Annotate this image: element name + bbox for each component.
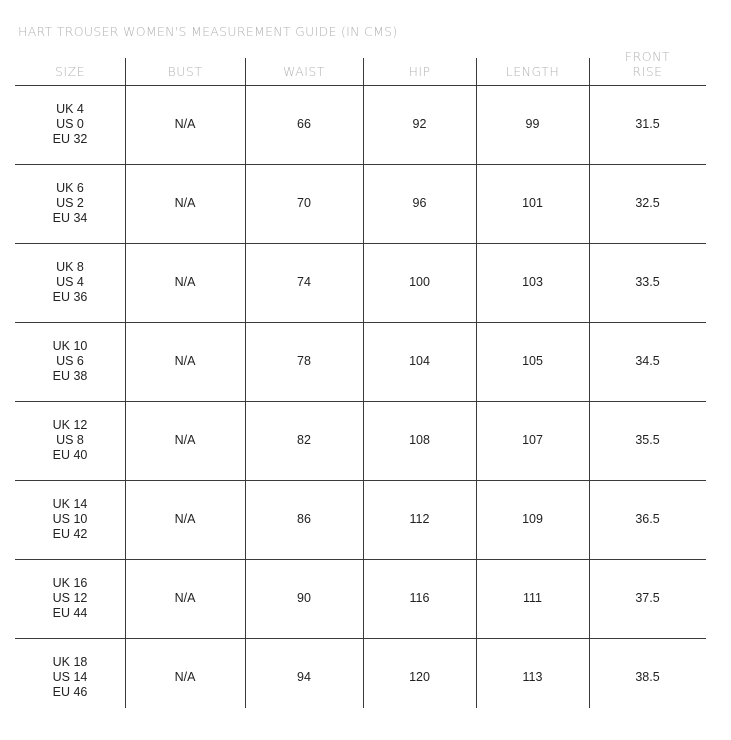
- size-stack: [53, 576, 88, 621]
- size-label: US 4: [56, 275, 84, 289]
- bust-cell: N/A: [174, 591, 196, 605]
- front-rise-cell: 31.5: [635, 117, 660, 131]
- size-label: US 2: [56, 196, 84, 210]
- size-cell: [15, 164, 125, 243]
- size-label: US 8: [56, 433, 84, 447]
- header-front-rise: FRONT RISE: [624, 49, 671, 79]
- size-stack: [53, 102, 88, 147]
- size-stack: [53, 260, 88, 305]
- size-label: US 6: [56, 354, 84, 368]
- hip-cell: 104: [409, 354, 430, 368]
- front-rise-cell: 38.5: [635, 670, 660, 684]
- size-label: EU 40: [52, 448, 88, 462]
- hip-cell: 112: [409, 512, 430, 526]
- size-label: EU 36: [52, 290, 88, 304]
- size-stack: [53, 339, 88, 384]
- size-cell: [15, 559, 125, 638]
- page-title: HART TROUSER WOMEN'S MEASUREMENT GUIDE (IN CMS): [18, 24, 398, 39]
- front-rise-cell: 36.5: [635, 512, 660, 526]
- size-label: US 12: [52, 591, 88, 605]
- header-waist: WAIST: [283, 64, 325, 79]
- waist-cell: 70: [297, 196, 311, 210]
- front-rise-cell: 34.5: [635, 354, 660, 368]
- size-label: UK 6: [56, 181, 84, 195]
- length-cell: 99: [525, 117, 540, 131]
- length-cell: 103: [522, 275, 543, 289]
- waist-cell: 66: [297, 117, 311, 131]
- front-rise-cell: 33.5: [635, 275, 660, 289]
- header-hip: HIP: [408, 64, 431, 79]
- length-cell: 107: [522, 433, 543, 447]
- header-length: LENGTH: [505, 64, 560, 79]
- length-cell: 111: [522, 591, 542, 605]
- hip-cell: 92: [412, 117, 427, 131]
- size-label: EU 46: [52, 685, 88, 699]
- size-label: UK 4: [56, 102, 84, 116]
- size-label: UK 10: [52, 339, 88, 353]
- waist-cell: 94: [297, 670, 311, 684]
- waist-cell: 74: [297, 275, 311, 289]
- bust-cell: N/A: [174, 433, 196, 447]
- front-rise-cell: 32.5: [635, 196, 660, 210]
- hip-cell: 96: [412, 196, 427, 210]
- length-cell: 113: [522, 670, 543, 684]
- bust-cell: N/A: [174, 354, 196, 368]
- hip-cell: 120: [409, 670, 430, 684]
- size-cell: [15, 638, 125, 717]
- length-cell: 109: [522, 512, 543, 526]
- size-cell: [15, 480, 125, 559]
- size-label: US 14: [52, 670, 88, 684]
- size-label: EU 42: [52, 527, 88, 541]
- hip-cell: 100: [409, 275, 430, 289]
- waist-cell: 82: [297, 433, 311, 447]
- size-label: UK 16: [52, 576, 88, 590]
- header-size: SIZE: [54, 64, 86, 79]
- size-label: UK 8: [56, 260, 84, 274]
- hip-cell: 116: [409, 591, 430, 605]
- waist-cell: 86: [297, 512, 311, 526]
- size-label: EU 32: [52, 132, 88, 146]
- length-cell: 101: [522, 196, 543, 210]
- bust-cell: N/A: [174, 196, 196, 210]
- size-cell: [15, 85, 125, 164]
- size-cell: [15, 401, 125, 480]
- size-stack: [53, 181, 88, 226]
- size-label: UK 18: [52, 655, 88, 669]
- size-label: EU 44: [52, 606, 88, 620]
- size-label: UK 12: [52, 418, 88, 432]
- bust-cell: N/A: [174, 512, 196, 526]
- size-label: EU 34: [52, 211, 88, 225]
- header-bust: BUST: [167, 64, 203, 79]
- waist-cell: 90: [297, 591, 311, 605]
- bust-cell: N/A: [174, 275, 196, 289]
- waist-cell: 78: [297, 354, 311, 368]
- length-cell: 105: [522, 354, 543, 368]
- size-cell: [15, 243, 125, 322]
- front-rise-cell: 37.5: [635, 591, 660, 605]
- size-stack: [53, 655, 88, 700]
- bust-cell: N/A: [174, 117, 196, 131]
- size-cell: [15, 322, 125, 401]
- bust-cell: N/A: [174, 670, 196, 684]
- size-label: US 0: [56, 117, 84, 131]
- size-stack: [53, 418, 88, 463]
- size-label: EU 38: [52, 369, 88, 383]
- front-rise-cell: 35.5: [635, 433, 660, 447]
- size-label: UK 14: [52, 497, 88, 511]
- size-stack: [53, 497, 88, 542]
- hip-cell: 108: [409, 433, 430, 447]
- size-label: US 10: [52, 512, 88, 526]
